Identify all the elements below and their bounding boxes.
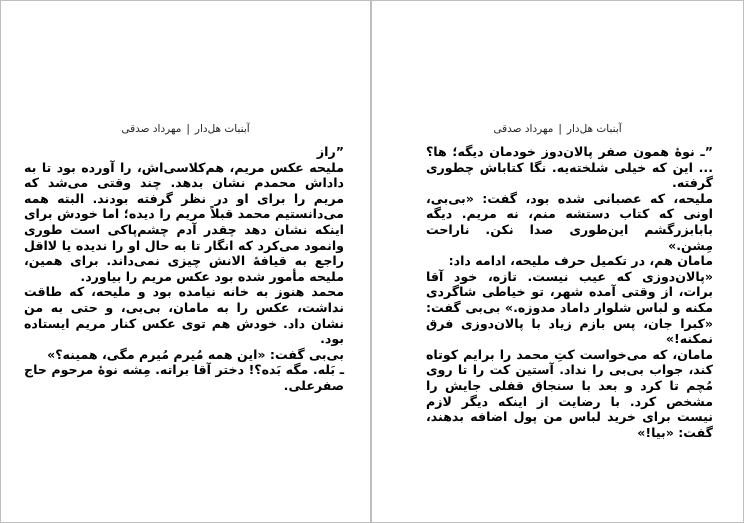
paragraph: محمد هنوز به خانه نیامده بود و ملیحه، که طاقت نداشت، عکس را به مامان، بی‌بی، و حتی به من نشان داد. خودش هم توی عکس کنار مریم ایستاده بود. bbox=[24, 284, 344, 347]
book-title: آبنبات هل‌دار bbox=[194, 123, 250, 135]
paragraph: «پالان‌دوزی که عیب نیست. تازه، خود آقا برات، از وقتی آمده شهر، تو خیاطی شاگردی مکنه و لباس شلوار داماد مدوزه.» بی‌بی گفت: «کبرا جان، پس بازم زیاد با پالان‌دوزی فرق نمکنه!» bbox=[426, 268, 713, 347]
author-name: مهرداد صدقی bbox=[493, 123, 554, 135]
book-title: آبنبات هل‌دار bbox=[566, 123, 622, 135]
paragraph: مامان، که می‌خواست کتِ محمد را برایم کوتاه کند، جواب بی‌بی را نداد. آستین کت را تا روی مُچم تا کرد و بعد با سنجاق قفلی جایش را مشخص کرد. با رضایت از اینکه دیگر لازم نیست برای خرید لباس من پول اضافه بدهند، گفت: «بیا!» bbox=[426, 346, 713, 440]
header-separator: | bbox=[186, 123, 190, 135]
author-name: مهرداد صدقی bbox=[121, 123, 182, 135]
paragraph: ـ بَله. مگه بَده؟! دختر آقا براته. مِشه نوهٔ مرحوم حاج صفرعلی. bbox=[24, 362, 344, 393]
paragraph: ملیحه، که عصبانی شده بود، گفت: «بی‌بی، اونی که کتاب دستشه منم، نه مریم. دیگه بابابزرگشم این‌طوری صدا نکن. ناراحت مِشن.» bbox=[426, 190, 713, 253]
paragraph: ”راز bbox=[316, 144, 344, 159]
running-header bbox=[1, 123, 370, 135]
paragraph: مامان هم، در تکمیل حرف ملیحه، ادامه داد: bbox=[448, 253, 713, 269]
paragraph: ملیحه عکس مریم، هم‌کلاسی‌اش، را آورده بود تا به داداش محمدم نشان بدهد. چند وقتی می‌شد که مریم را برای او در نظر گرفته بودند. البته همه می‌دانستیم محمد قبلاً مریم را دیده؛ اما خودش برای اینکه نشان دهد چقدر آدم چشم‌پاکی است طوری وانمود می‌کرد که انگار تا به حال او را ندیده یا لااقل راجع به قیافهٔ الانش چیزی نمی‌داند. برای همین، ملیحه مأمور شده بود عکس مریم را بیاورد. bbox=[24, 159, 344, 284]
page-body bbox=[426, 144, 713, 440]
running-header bbox=[372, 123, 743, 135]
header-separator: | bbox=[558, 123, 562, 135]
book-page-right bbox=[371, 0, 744, 523]
book-page-left bbox=[0, 0, 371, 523]
paragraph: بی‌بی گفت: «این همه مُیرم مُیرم مگی، همینه؟» bbox=[47, 346, 344, 362]
page-body bbox=[24, 144, 344, 394]
paragraph: ”ـ نوهٔ همون صفر پالان‌دوز خودمان دیگه؛ ها؟ ... این که خیلی شلخته‌یه. نگا کتاباش چطوری گرفته. bbox=[426, 144, 713, 191]
